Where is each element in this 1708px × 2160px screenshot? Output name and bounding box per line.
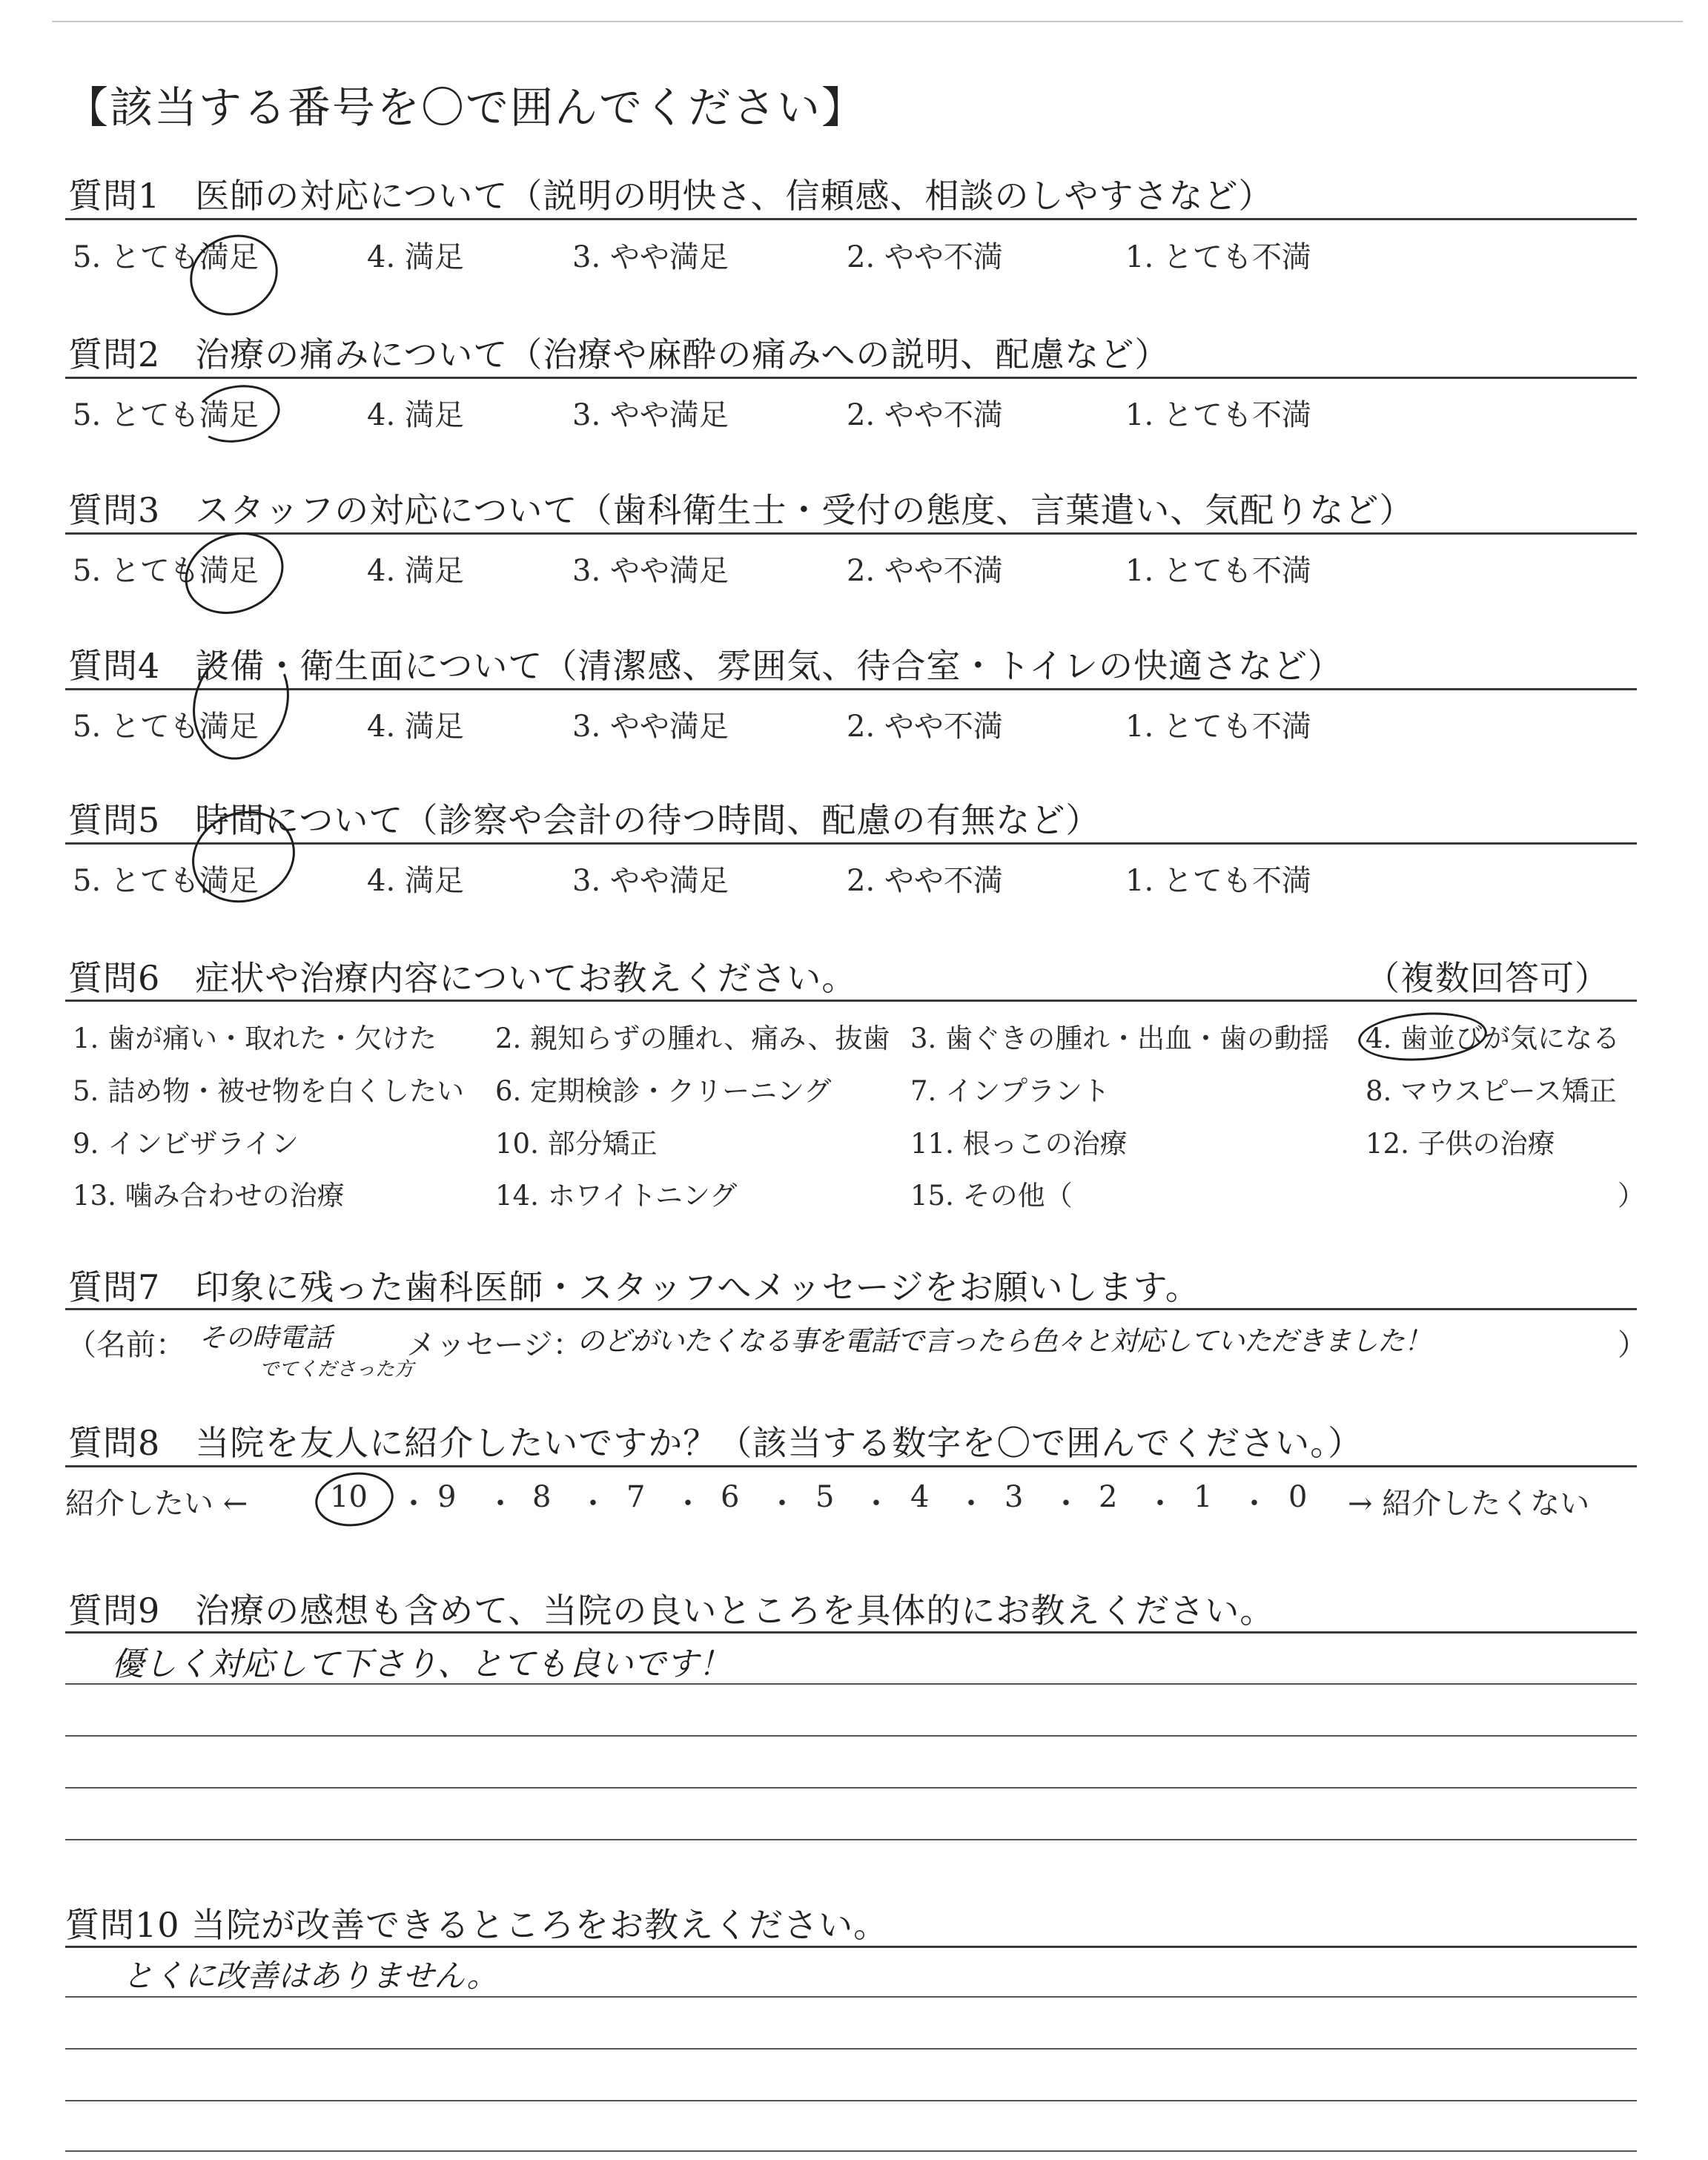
question-4-title: 質問4 設備・衛生面について（清潔感、雰囲気、待合室・トイレの快適さなど） xyxy=(68,646,1343,686)
question-1-title: 質問1 医師の対応について（説明の明快さ、信頼感、相談のしやすさなど） xyxy=(68,176,1274,216)
q4-option-1[interactable]: 1. とても不満 xyxy=(1125,710,1311,744)
q6-item-2[interactable]: 2. 親知らずの腫れ、痛み、抜歯 xyxy=(495,1023,890,1054)
q3-selection-circle xyxy=(173,519,295,627)
question-7-rule xyxy=(65,1308,1637,1310)
q8-dot: ・ xyxy=(1145,1487,1175,1521)
q8-dot: ・ xyxy=(1239,1487,1269,1521)
q2-option-2[interactable]: 2. やや不満 xyxy=(847,398,1003,432)
question-4-rule xyxy=(65,688,1637,690)
question-3-rule xyxy=(65,532,1637,535)
q2-option-5[interactable]: 5. とても満足 xyxy=(73,398,259,432)
q6-item-9[interactable]: 9. インビザライン xyxy=(73,1128,299,1160)
q7-name-handwritten-line2[interactable]: でてくださった方 xyxy=(259,1358,414,1381)
q6-item-15-close: ） xyxy=(1618,1180,1645,1212)
q9-writing-line xyxy=(65,1735,1637,1737)
q8-scale-2[interactable]: 2 xyxy=(1099,1480,1118,1514)
q4-option-2[interactable]: 2. やや不満 xyxy=(847,710,1003,744)
q8-dot: ・ xyxy=(767,1487,797,1521)
q1-option-3[interactable]: 3. やや満足 xyxy=(572,240,729,274)
q7-name-label: （名前： xyxy=(67,1328,185,1362)
q5-option-1[interactable]: 1. とても不満 xyxy=(1125,864,1311,898)
q4-option-4[interactable]: 4. 満足 xyxy=(367,710,464,744)
q7-close-paren: ） xyxy=(1618,1328,1647,1362)
q8-scale-0[interactable]: 0 xyxy=(1288,1480,1308,1514)
q3-option-5[interactable]: 5. とても満足 xyxy=(73,554,259,588)
question-10-rule xyxy=(65,1946,1637,1948)
q6-item-4[interactable]: 4. 歯並びが気になる xyxy=(1366,1023,1621,1054)
q9-answer-handwritten[interactable]: 優しく対応して下さり、とても良いです！ xyxy=(111,1645,731,1683)
q1-option-1[interactable]: 1. とても不満 xyxy=(1125,240,1311,274)
q8-dot: ・ xyxy=(673,1487,703,1521)
q9-writing-line xyxy=(65,1839,1637,1840)
q3-option-2[interactable]: 2. やや不満 xyxy=(847,554,1003,588)
form-header: 【該当する番号を〇で囲んでください】 xyxy=(65,82,867,133)
q4-option-5[interactable]: 5. とても満足 xyxy=(73,710,259,744)
question-5-title: 質問5 時間について（診察や会計の待つ時間、配慮の有無など） xyxy=(68,800,1101,840)
q8-dot: ・ xyxy=(861,1487,891,1521)
q8-dot: ・ xyxy=(486,1487,515,1521)
q6-item-13[interactable]: 13. 噛み合わせの治療 xyxy=(73,1180,345,1212)
q3-option-3[interactable]: 3. やや満足 xyxy=(572,554,729,588)
q8-scale-4[interactable]: 4 xyxy=(910,1480,930,1514)
q4-option-3[interactable]: 3. やや満足 xyxy=(572,710,729,744)
q8-scale-1[interactable]: 1 xyxy=(1194,1480,1213,1514)
q3-option-1[interactable]: 1. とても不満 xyxy=(1125,554,1311,588)
q5-option-2[interactable]: 2. やや不満 xyxy=(847,864,1003,898)
q10-writing-line xyxy=(65,2100,1637,2101)
q2-option-4[interactable]: 4. 満足 xyxy=(367,398,464,432)
question-8-rule xyxy=(65,1465,1637,1467)
q6-item-8[interactable]: 8. マウスピース矯正 xyxy=(1366,1075,1617,1107)
question-9-rule xyxy=(65,1631,1637,1634)
q1-option-2[interactable]: 2. やや不満 xyxy=(847,240,1003,274)
q8-scale-5[interactable]: 5 xyxy=(815,1480,835,1514)
q3-option-4[interactable]: 4. 満足 xyxy=(367,554,464,588)
q10-answer-handwritten[interactable]: とくに改善はありません。 xyxy=(122,1958,498,1994)
q6-item-14[interactable]: 14. ホワイトニング xyxy=(495,1180,738,1212)
q8-scale-7[interactable]: 7 xyxy=(626,1480,646,1514)
q8-scale-3[interactable]: 3 xyxy=(1004,1480,1024,1514)
q6-item-15[interactable]: 15. その他（ xyxy=(910,1180,1073,1212)
question-8-title: 質問8 当院を友人に紹介したいですか？（該当する数字を〇で囲んでください。） xyxy=(68,1423,1363,1463)
q7-name-handwritten-line1[interactable]: その時電話 xyxy=(199,1323,333,1353)
q6-item-10[interactable]: 10. 部分矯正 xyxy=(495,1128,658,1160)
question-6-title: 質問6 症状や治療内容についてお教えください。 xyxy=(68,958,857,998)
q8-dot: ・ xyxy=(956,1487,986,1521)
question-6-rule xyxy=(65,1000,1637,1002)
q2-selection-circle xyxy=(190,379,284,449)
q8-dot: ・ xyxy=(578,1487,608,1521)
scan-top-edge xyxy=(52,21,1683,22)
question-2-rule xyxy=(65,377,1637,379)
q1-option-4[interactable]: 4. 満足 xyxy=(367,240,464,274)
q6-item-12[interactable]: 12. 子供の治療 xyxy=(1366,1128,1555,1160)
q1-option-5[interactable]: 5. とても満足 xyxy=(73,240,259,274)
q8-scale-9[interactable]: 9 xyxy=(437,1480,457,1514)
q8-dot: ・ xyxy=(399,1487,428,1521)
q10-writing-line xyxy=(65,1996,1637,1998)
q8-scale-8[interactable]: 8 xyxy=(532,1480,552,1514)
q6-item-6[interactable]: 6. 定期検診・クリーニング xyxy=(495,1075,832,1107)
q8-dot: ・ xyxy=(1051,1487,1081,1521)
q9-writing-line xyxy=(65,1683,1637,1685)
q8-scale-6[interactable]: 6 xyxy=(721,1480,740,1514)
q8-right-label: → 紹介したくない xyxy=(1348,1487,1590,1521)
question-10-title: 質問10 当院が改善できるところをお教えください。 xyxy=(65,1905,889,1945)
q6-item-1[interactable]: 1. 歯が痛い・取れた・欠けた xyxy=(73,1023,437,1054)
q2-option-3[interactable]: 3. やや満足 xyxy=(572,398,729,432)
q8-left-label: 紹介したい ← xyxy=(65,1487,248,1521)
q7-message-label: メッセージ： xyxy=(406,1328,583,1362)
question-3-title: 質問3 スタッフの対応について（歯科衛生士・受付の態度、言葉遣い、気配りなど） xyxy=(68,490,1414,530)
q9-writing-line xyxy=(65,1787,1637,1789)
question-5-rule xyxy=(65,842,1637,845)
question-6-note: （複数回答可） xyxy=(1366,958,1609,998)
q8-selection-circle xyxy=(312,1467,397,1531)
question-9-title: 質問9 治療の感想も含めて、当院の良いところを具体的にお教えください。 xyxy=(68,1591,1275,1631)
q6-item-11[interactable]: 11. 根っこの治療 xyxy=(910,1128,1128,1160)
q10-writing-line xyxy=(65,2150,1637,2152)
q2-option-1[interactable]: 1. とても不満 xyxy=(1125,398,1311,432)
q10-writing-line xyxy=(65,2048,1637,2050)
q8-scale-10[interactable]: 10 xyxy=(330,1480,368,1514)
question-2-title: 質問2 治療の痛みについて（治療や麻酔の痛みへの説明、配慮など） xyxy=(68,334,1170,374)
question-1-rule xyxy=(65,218,1637,220)
q6-item-5[interactable]: 5. 詰め物・被せ物を白くしたい xyxy=(73,1075,465,1107)
q5-option-3[interactable]: 3. やや満足 xyxy=(572,864,729,898)
q6-item-7[interactable]: 7. インプラント xyxy=(910,1075,1110,1107)
question-7-title: 質問7 印象に残った歯科医師・スタッフへメッセージをお願いします。 xyxy=(68,1267,1200,1307)
q5-option-4[interactable]: 4. 満足 xyxy=(367,864,464,898)
q7-message-handwritten[interactable]: のどがいたくなる事を電話で言ったら色々と対応していただきました！ xyxy=(577,1325,1431,1357)
q6-item-3[interactable]: 3. 歯ぐきの腫れ・出血・歯の動揺 xyxy=(910,1023,1330,1054)
q5-option-5[interactable]: 5. とても満足 xyxy=(73,864,259,898)
